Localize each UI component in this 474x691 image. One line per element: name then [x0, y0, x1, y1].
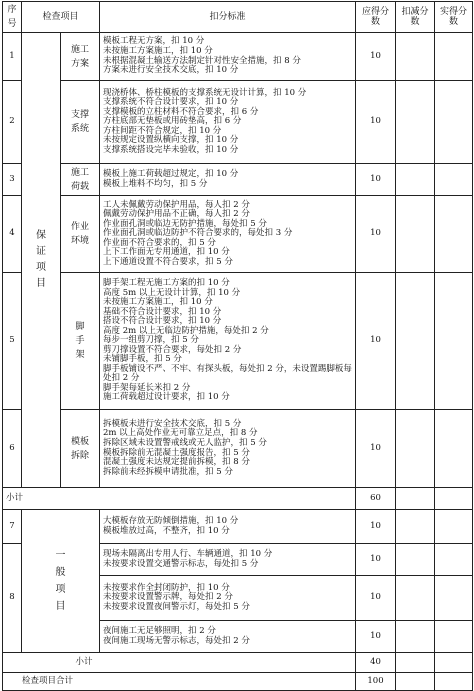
- table-row: [3, 510, 473, 544]
- total-actual-score[interactable]: [435, 673, 473, 691]
- row-item: 支撑系统: [61, 81, 100, 164]
- header-actual-score: 实得分数: [435, 2, 473, 33]
- row-standard: 脚手架工程无施工方案的扣 10 分 高度 5m 以上无设计计算，扣 10 分 未按施工方案施工，扣 10 分 基础不符合设计要求，扣 10 分 搭设不符合设计要求，扣 10 分 高度 2m 以上无临边防护措施，每处扣 2 分 每步一组剪刀撑，扣 5 分 剪刀撑设置不符合要求，每处扣 2 分 未铺脚手板，扣 5 分 脚手板铺设不严、不牢、有探头板，每处扣 2 分，未设置踢脚板每处扣 2 分 脚手架每延长米扣 2 分 施工荷载超过设计要求，扣 10 分: [100, 273, 356, 410]
- table-row: [3, 81, 473, 164]
- row-actual-score[interactable]: [435, 621, 473, 653]
- row-standard: 拆模板未进行安全技术交底，扣 5 分 2m 以上高处作业无可靠立足点，扣 8 分 拆除区域未设置警戒线或无人监护，扣 5 分 模板拆除前无混凝土强度报告，扣 5 分 混凝土强度未达规定提前拆模，扣 8 分 拆除前未经拆模申请批准，扣 5 分: [100, 410, 356, 488]
- total-label: 检查项目合计: [3, 673, 356, 691]
- row-due-score: 10: [356, 410, 396, 488]
- subtotal-deduct-score[interactable]: [396, 653, 435, 673]
- row-actual-score[interactable]: [435, 510, 473, 544]
- subtotal-due-score: 60: [356, 488, 396, 510]
- row-standard: 模板工程无方案，扣 10 分 未按施工方案施工，扣 10 分 未根据混凝土输送方法制定针对性安全措施，扣 8 分 方案未进行安全技术交底，扣 10 分: [100, 33, 356, 81]
- row-due-score: 10: [356, 196, 396, 273]
- row-due-score: 10: [356, 544, 396, 576]
- row-seq: 1: [3, 33, 22, 81]
- row-deduct-score[interactable]: [396, 273, 435, 410]
- row-deduct-score[interactable]: [396, 410, 435, 488]
- subtotal-label: 小计: [3, 653, 356, 673]
- row-due-score: 10: [356, 33, 396, 81]
- subtotal-actual-score[interactable]: [435, 488, 473, 510]
- row-item: 脚手架: [61, 273, 100, 410]
- row-deduct-score[interactable]: [396, 196, 435, 273]
- row-actual-score[interactable]: [435, 33, 473, 81]
- row-actual-score[interactable]: [435, 544, 473, 576]
- row-item: 施工方案: [61, 33, 100, 81]
- row-standard: 工人未佩戴劳动保护用品，每人扣 2 分 佩戴劳动保护用品不正确，每人扣 2 分 作业面孔洞或临边无防护措施，每处扣 5 分 作业面孔洞或临边防护不符合要求的，每处扣 3 分 作业面不符合要求的，扣 5 分 上下工作面无专用通道，扣 10 分 上下通道设置不符合要求，扣 5 分: [100, 196, 356, 273]
- row-seq: 5: [3, 273, 22, 410]
- row-actual-score[interactable]: [435, 273, 473, 410]
- row-seq: 8: [3, 544, 22, 653]
- header-item: 检查项目: [22, 2, 100, 33]
- table-row: [3, 33, 473, 81]
- category-guaranteed: 保证项目: [22, 33, 61, 488]
- row-actual-score[interactable]: [435, 81, 473, 164]
- header-standard: 扣分标准: [100, 2, 356, 33]
- subtotal-due-score: 40: [356, 653, 396, 673]
- inspection-score-table: [2, 1, 473, 691]
- row-deduct-score[interactable]: [396, 544, 435, 576]
- row-item: 施工荷载: [61, 164, 100, 196]
- row-seq: 7: [3, 510, 22, 544]
- header-seq: 序号: [3, 2, 22, 33]
- row-due-score: 10: [356, 81, 396, 164]
- row-deduct-score[interactable]: [396, 510, 435, 544]
- row-deduct-score[interactable]: [396, 576, 435, 621]
- table-row: [3, 196, 473, 273]
- subtotal-row: [3, 653, 473, 673]
- subtotal-actual-score[interactable]: [435, 653, 473, 673]
- row-deduct-score[interactable]: [396, 164, 435, 196]
- row-seq: 4: [3, 196, 22, 273]
- row-due-score: 10: [356, 576, 396, 621]
- row-deduct-score[interactable]: [396, 81, 435, 164]
- row-due-score: 10: [356, 510, 396, 544]
- total-row: [3, 673, 473, 691]
- total-due-score: 100: [356, 673, 396, 691]
- row-due-score: 10: [356, 273, 396, 410]
- row-seq: 2: [3, 81, 22, 164]
- row-standard: 夜间施工无足够照明，扣 2 分 夜间施工现场无警示标志，每处扣 2 分: [100, 621, 356, 653]
- row-actual-score[interactable]: [435, 164, 473, 196]
- row-standard: 现场未隔离出专用人行、车辆通道，扣 10 分 未按要求设置交通警示标志，每处扣 5 分: [100, 544, 356, 576]
- row-deduct-score[interactable]: [396, 621, 435, 653]
- row-standard: 大模板存放无防倾倒措施，扣 10 分 模板堆放过高，不整齐，扣 10 分: [100, 510, 356, 544]
- header-due-score: 应得分数: [356, 2, 396, 33]
- total-deduct-score[interactable]: [396, 673, 435, 691]
- row-standard: 未按要求作全封闭防护，扣 10 分 未按要求设置警示牌，每处扣 2 分 未按要求设置夜间警示灯，每处扣 5 分: [100, 576, 356, 621]
- table-row: [3, 273, 473, 410]
- table-row: [3, 164, 473, 196]
- subtotal-deduct-score[interactable]: [396, 488, 435, 510]
- table-row: [3, 410, 473, 488]
- row-actual-score[interactable]: [435, 196, 473, 273]
- row-due-score: 10: [356, 621, 396, 653]
- row-seq: 6: [3, 410, 22, 488]
- row-seq: 3: [3, 164, 22, 196]
- row-deduct-score[interactable]: [396, 33, 435, 81]
- row-standard: 模板上施工荷载超过规定，扣 10 分 模板上堆料不均匀，扣 5 分: [100, 164, 356, 196]
- header-deduct-score: 扣减分数: [396, 2, 435, 33]
- row-item: 作业环境: [61, 196, 100, 273]
- row-standard: 现浇桥体、桥柱模板的支撑系统无设计计算，扣 10 分 支撑系统不符合设计要求，扣 10 分 支撑模板的立柱材料不符合要求，扣 6 分 方柱底部无垫板或用砖垫高，扣 6 分 方柱间距不符合规定，扣 10 分 未按规定设置纵横向支撑，扣 10 分 支撑系统搭设完毕未验收，扣 10 分: [100, 81, 356, 164]
- subtotal-label: 小计: [3, 488, 356, 510]
- row-due-score: 10: [356, 164, 396, 196]
- subtotal-row: [3, 488, 473, 510]
- category-general: 一般项目: [22, 510, 100, 653]
- row-actual-score[interactable]: [435, 576, 473, 621]
- row-actual-score[interactable]: [435, 410, 473, 488]
- row-item: 模板拆除: [61, 410, 100, 488]
- header-row: [3, 2, 473, 33]
